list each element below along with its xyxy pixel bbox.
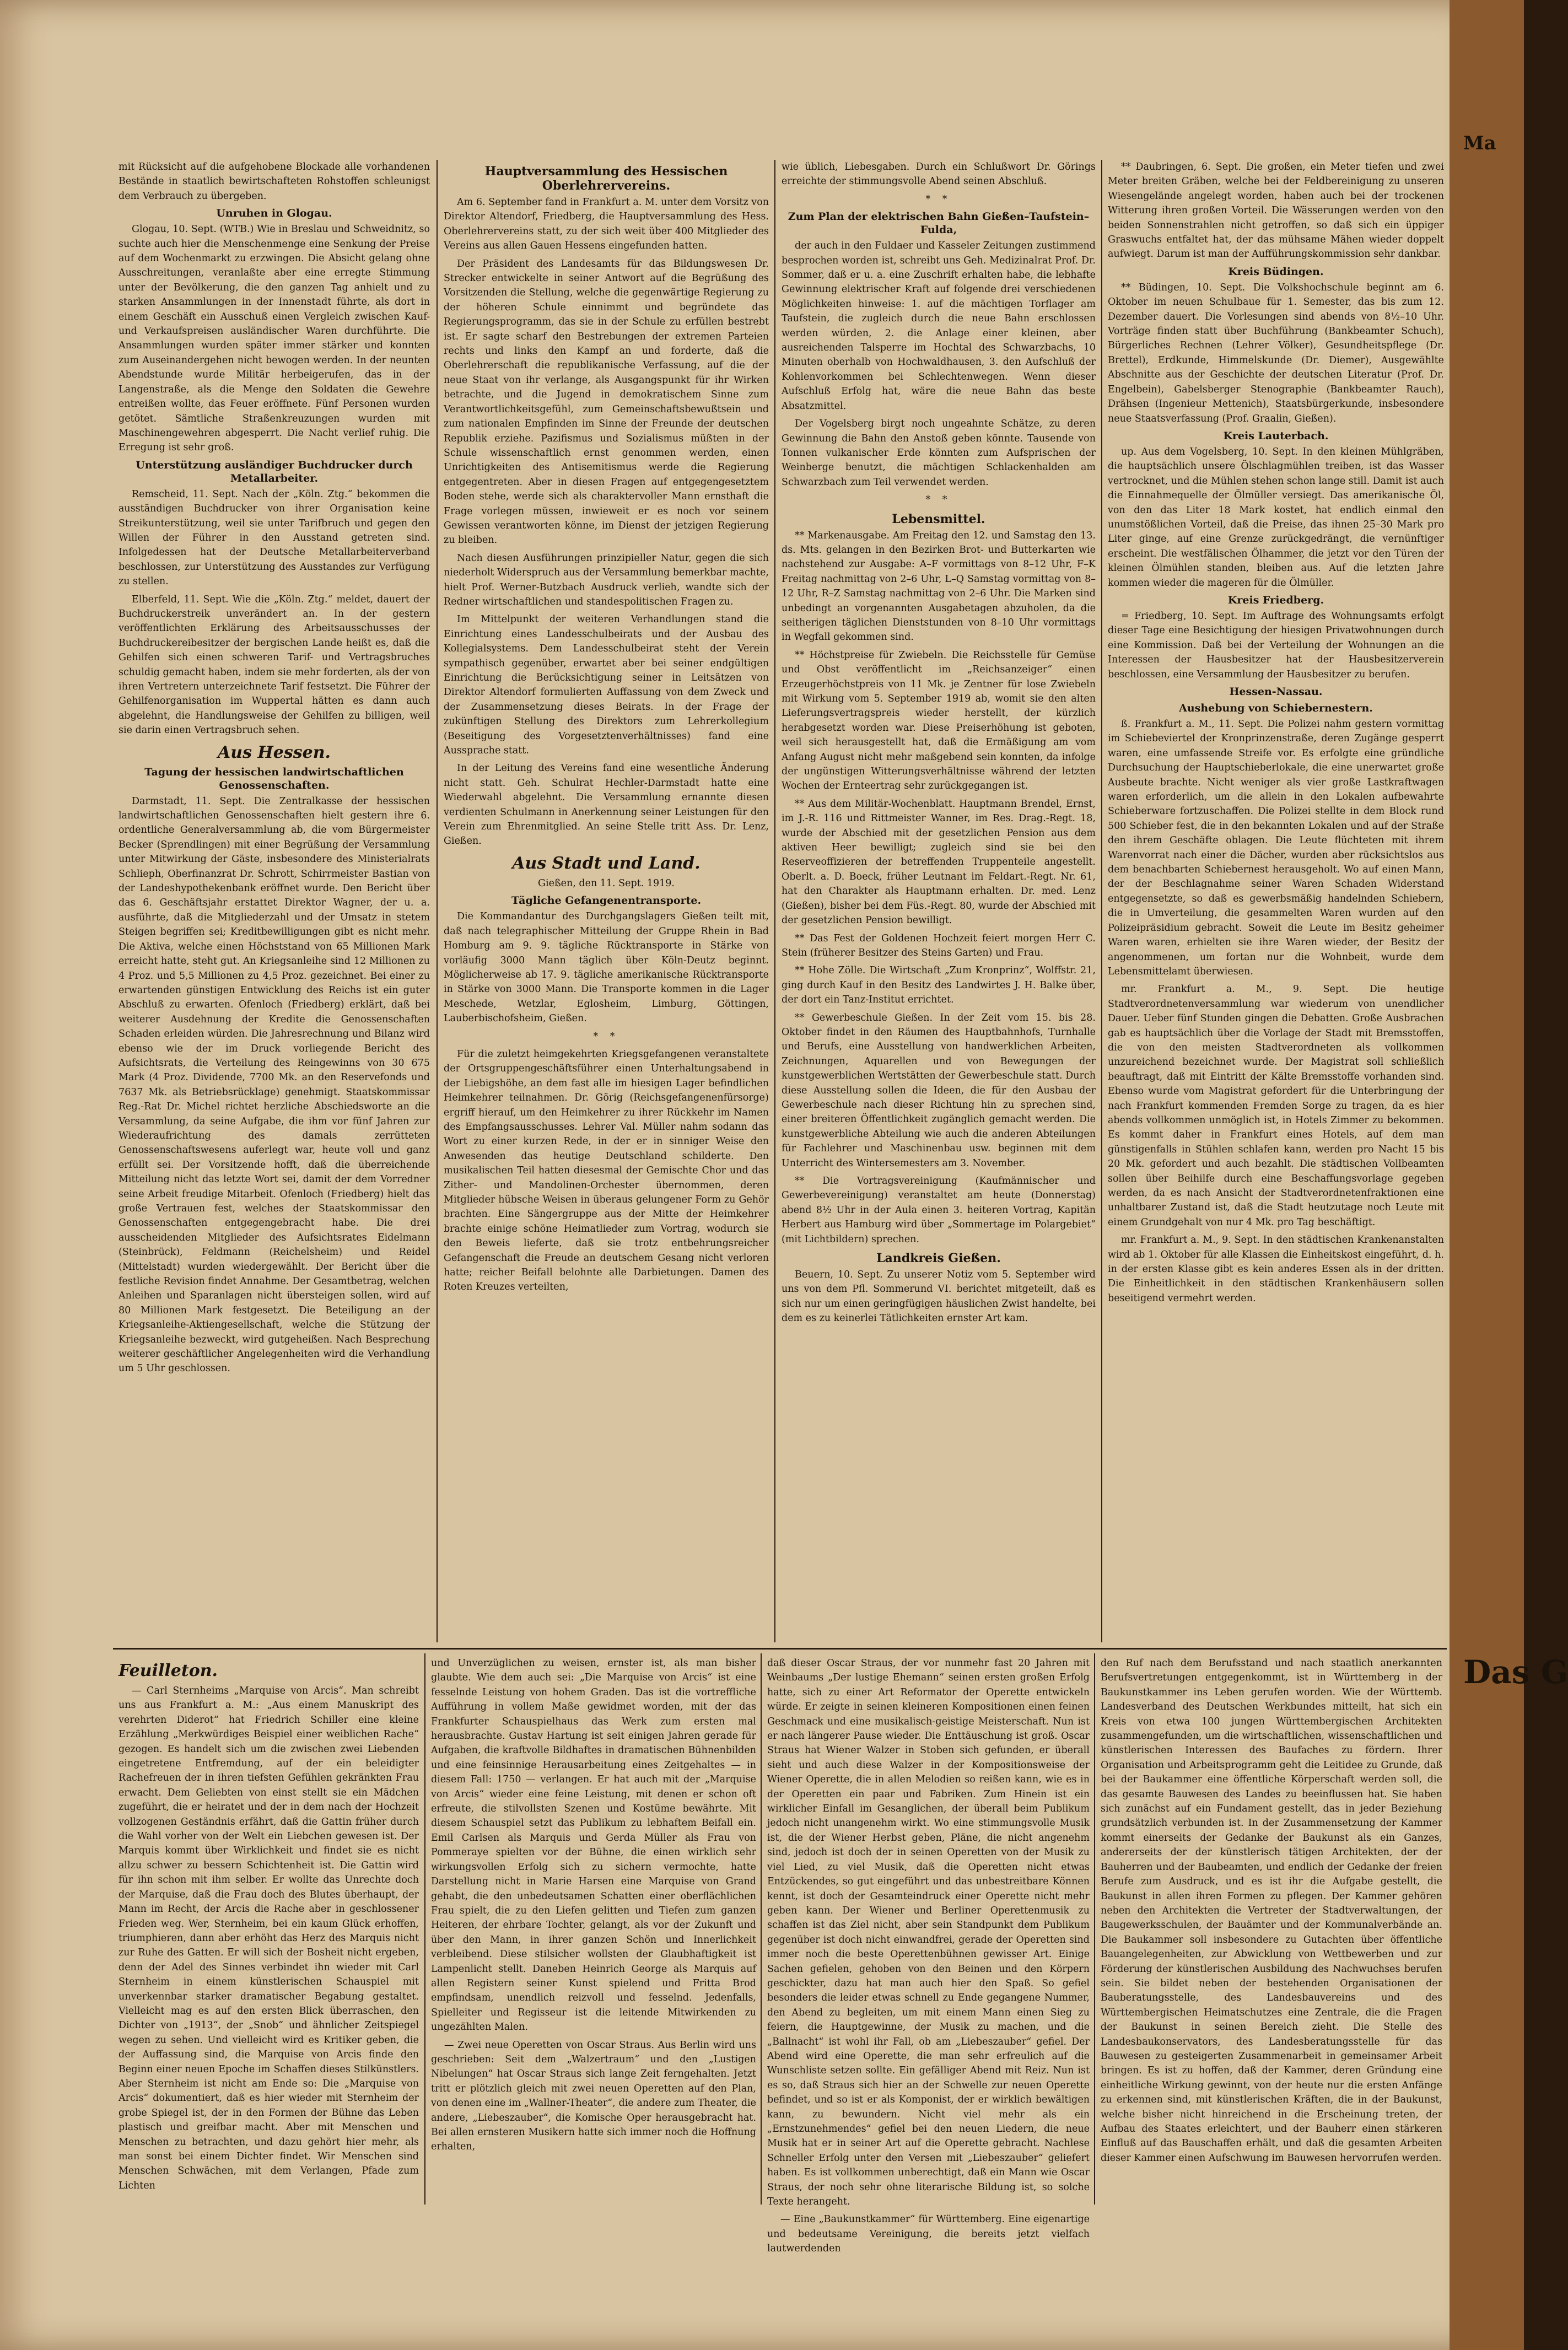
- column-3: [782, 160, 1096, 1642]
- article-text: wie üblich, Liebesgaben. Durch ein Schlußwort Dr. Görings erreichte der stimmungsvolle Abend seinen Abschluß.: [782, 161, 1096, 187]
- adjacent-page-heading-1: Ma: [1463, 132, 1496, 154]
- feuilleton-column-3: [767, 1656, 1090, 2255]
- section-divider: * *: [593, 1031, 619, 1042]
- headline: Zum Plan der elektrischen Bahn Gießen–Taufstein–Fulda,: [788, 211, 1090, 236]
- section-divider: * *: [925, 193, 952, 205]
- column-rule: [1101, 160, 1102, 1642]
- article-text: up. Aus dem Vogelsberg, 10. Sept. In den kleinen Mühlgräben, die hauptsächlich unsere Ölschlagmühlen treiben, ist das Wasser vertrocknet, und die Mühlen stehen schon lange still. Damit ist auch die Einnahmequelle der Ölmüller versiegt. Das amerikanische Öl, von den das Liter 18 Mark kostet, hat endlich einmal den unumstößlichen Vorteil, daß die Preise, das ihnen 25–30 Mark pro Liter ginge, auf eine Grenze zurückgedrängt, die vernünftiger erscheint. Die westfälischen Ölhammer, die jetzt vor den Türen der kleinen Ölmühlen standen, bleiben aus. Auf die letzten Jahre kommen wieder die mageren für die Ölmüller.: [1108, 446, 1444, 589]
- article-text: — Carl Sternheims „Marquise von Arcis“. Man schreibt uns aus Frankfurt a. M.: „Aus einem Manuskript des verehrten Diderot“ hat Friedrich Schiller eine kleine Erzählung „Merkwürdiges Beispiel einer weiblichen Rache“ gezogen. Es handelt sich um die zwischen zwei Liebenden eingetretene Entfremdung, auf der ein beleidigter Rachefreuen der in ihren tiefsten Gefühlen gekränkten Frau erwacht. Dem Geliebten von einst stellt sie ein Mädchen zugeführt, die er heiratet und der in dem nach der Hochzeit vollzogenen Geständnis erfährt, daß die Gattin früher durch die Wahl vorher von der Welt ein Liebchen gewesen ist. Der Marquis kommt über Wirklichkeit und findet sie es nicht allzu schwer zu bessern Schichtenheit ist. Die Gattin wird für ihn schon mit ihm selber. Er wollte das Unrechte doch der Marquise, daß die Frau doch des Blutes überhaupt, der Mann im Recht, der Arcis die Rache aber in geschlossener Frieden weg. Wer, Sternheim, bei ein kaum Glück erhoffen, triumphieren, dann aber erhöht das Herz des Marquis nicht zur Ruhe des Gatten. Er will sich der Bosheit nicht ergeben, denn der Adel des Sinnes verbindet ihn wieder mit Carl Sternheim in einem künstlerischen Schauspiel mit unverkennbar starker dramatischer Begabung gestaltet. Vielleicht mag es auf den ersten Blick überraschen, den Dichter von „1913“, der „Snob“ und ähnlicher Zeitspiegel wegen zu sehen. Und vielleicht wird es Kritiker geben, die der Auffassung sind, die Marquise von Arcis finde den Beginn einer neuen Epoche im Schaffen dieses Stilkünstlers. Aber Sternheim ist nicht am Ende so: Die „Marquise von Arcis“ dokumentiert, daß es hier wieder mit Sternheim der grobe Spiegel ist, der in den Formen der Bühne das Leben plastisch und greifbar macht. Aber mit Menschen und Menschen zu betrachten, und dazu gehört hier mehr, als man sonst bei einem Dichter findet. Wir Menschen sind Menschen Schwächen, mit dem Verlangen, Pfade zum Lichten: [118, 1685, 419, 2191]
- article-text: Der Vogelsberg birgt noch ungeahnte Schätze, zu deren Gewinnung die Bahn den Anstoß geben könnte. Tausende von Tonnen vulkanischer Erde könnten zum Aufsprischen der Weinberge benutzt, die mächtigen Schlackenhalden am Schwarzbach zum Teil verwendet werden.: [782, 418, 1096, 488]
- section-heading: Kreis Büdingen.: [1228, 265, 1324, 278]
- article-text: Der Präsident des Landesamts für das Bildungswesen Dr. Strecker entwickelte in seiner Antwort auf die Begrüßung des Vorsitzenden die Stellung, welche die gegenwärtige Regierung zu der höheren Schule einnimmt und begründete das Regierungsprogramm, das sie in der Schule zu erfüllen bestrebt ist. Er sagte scharf den Bestrebungen der extremen Parteien rechts und links den Kampf an und forderte, daß die Oberlehrerschaft die republikanische Verfassung, auf die der neue Staat von ihr verlange, als Ausgangspunkt für ihr Wirken betrachte, und die Jugend in demokratischem Sinne zum Verantwortlichkeitsgefühl, zum Gemeinschaftsbewußtsein und zum nationalen Empfinden im Sinne der Freunde der deutschen Republik erziehe. Pazifismus und Sozialismus müßten in der Schule wissenschaftlich ernst genommen werden, einen Unrichtigkeiten des Antisemitismus werde die Regierung entgegentreten. Aber in diesen Fragen auf entgegengesetztem Boden stehe, werde sich als charaktervoller Mann ernsthaft die Frage vorlegen müssen, inwieweit er es noch vor seinem Gewissen verantworten könne, im Dienst der jetzigen Regierung zu bleiben.: [444, 258, 769, 546]
- headline: Tagung der hessischen landwirtschaftlichen Genossenschaften.: [144, 766, 404, 791]
- article-text: ** Hohe Zölle. Die Wirtschaft „Zum Kronprinz“, Wolffstr. 21, ging durch Kauf in den Besitz des Landwirtes J. H. Balke über, der dort ein Tanz-Institut errichtet.: [782, 965, 1096, 1006]
- column-4: [1108, 160, 1444, 1642]
- section-heading: Aus Hessen.: [218, 742, 331, 762]
- article-text: Remscheid, 11. Sept. Nach der „Köln. Ztg.“ bekommen die ausständigen Buchdrucker von ihrer Organisation keine Streikunterstützung, weil sie unter Tarifbruch und gegen den Willen der Führer in den Ausstand getreten sind. Infolgedessen hat der Deutsche Metallarbeiterverband beschlossen, zur Unterstützung des Ausstandes zur Verfügung zu stellen.: [118, 488, 430, 588]
- article-text: mr. Frankfurt a. M., 9. Sept. In den städtischen Krankenanstalten wird ab 1. Oktober für alle Klassen die Einheitskost eingeführt, d. h. in der ersten Klasse gibt es kein anderes Essen als in der dritten. Die Einheitlichkeit in den städtischen Krankenhäusern sollen beseitigend vermehrt werden.: [1108, 1235, 1444, 1304]
- adjacent-page-heading-2: Das G: [1463, 1653, 1568, 1691]
- column-rule: [1094, 1653, 1095, 2205]
- dateline: Gießen, den 11. Sept. 1919.: [538, 877, 675, 889]
- column-rule: [774, 160, 775, 1642]
- article-text: Die Kommandantur des Durchgangslagers Gießen teilt mit, daß nach telegraphischer Mitteilung der Gruppe Rhein in Bad Homburg am 9. 9. tägliche Rücktransporte in Stärke von vorläufig 3000 Mann täglich über Köln-Deutz beginnt. Möglicherweise ab 17. 9. tägliche amerikanische Rücktransporte in Stärke von 3000 Mann. Die Transporte kommen in die Lager Meschede, Wetzlar, Eglosheim, Limburg, Göttingen, Lauberbischofsheim, Gießen.: [444, 911, 769, 1025]
- article-text: ** Daubringen, 6. Sept. Die großen, ein Meter tiefen und zwei Meter breiten Gräben, welche bei der Feldbereinigung zu unseren Wiesengelände angelegt worden, haben auch bei der trockenen Witterung ihren großen Vorteil. Die Wässerungen werden von den beiden Sonnenstrahlen nicht getroffen, so daß sich ein üppiger Graswuchs entfaltet hat, der das mühsame Mähen wieder doppelt aufwiegt. Darum ist man der Aufführungskommission sehr dankbar.: [1108, 161, 1444, 260]
- section-heading: Aus Stadt und Land.: [512, 853, 701, 873]
- article-text: = Friedberg, 10. Sept. Im Auftrage des Wohnungsamts erfolgt dieser Tage eine Besichtigung der hiesigen Privatwohnungen durch eine Kommission. Daß bei der Verteilung der Wohnungen an die Interessen der Hausbesitzer hat der Hausbesitzerverein beschlossen, eine Versammlung der Hausbesitzer zu berufen.: [1108, 610, 1444, 680]
- headline: Unterstützung ausländiger Buchdrucker durch Metallarbeiter.: [136, 459, 413, 484]
- headline: Unruhen in Glogau.: [216, 207, 332, 220]
- section-heading: Hessen-Nassau.: [1229, 686, 1323, 698]
- article-text: und Unverzüglichen zu weisen, ernster ist, als man bisher glaubte. Wie dem auch sei: „Die Marquise von Arcis“ ist eine fesselnde Leistung von hohem Graden. Das ist die vortreffliche Aufführung in vollem Maße gewidmet worden, mit der das Frankfurter Schauspielhaus das Werk zum ersten mal herausbrachte. Gustav Hartung ist seit einigen Jahren gerade für Aufgaben, die kraftvolle Bildhaftes in dramatischen Bühnenbilden und eine feinsinnige Herausarbeitung eines Zeitgehaltes — in diesem Fall: 1750 — verlangen. Er hat auch mit der „Marquise von Arcis“ wieder eine feine Leistung, mit denen er schon oft erfreute, die stilvollsten Szenen und Kostüme bewährte. Mit diesem Schauspiel setzt das Publikum zu lebhaftem Beifall ein. Emil Carlsen als Marquis und Gerda Müller als Frau von Pommeraye spielten vor der Bühne, die einen wirklich sehr wirkungsvollen Erfolg sich zu sichern vermochte, hatte Darstellung nicht in Marie Harsen eine Marquise von Grand gehabt, die den unbedeutsamen Schatten einer oberflächlichen Frau spielt, die zu den Liefen gelitten und Tiefen zum ganzen Heiteren, der ehrbare Tochter, gelangt, als vor der Zukunft und über den Mann, in ihrer ganzen Schön und Innerlichkeit verbleibend. Diese stilsicher wollsten der Glaubhaftigkeit ist Lampenlicht stellt. Daneben Heinrich George als Marquis auf allen Registern seiner Kunst spielend und Fritta Brod empfindsam, unendlich reizvoll und fesselnd. Jedenfalls, Spielleiter und Regisseur ist die leitende Mitwirkenden zu ungezählten Malen.: [431, 1658, 756, 2033]
- article-text: Am 6. September fand in Frankfurt a. M. unter dem Vorsitz von Direktor Altendorf, Friedberg, die Hauptversammlung des Hess. Oberlehrervereins statt, zu der sich weit über 400 Mitglieder des Vereins aus allen Gauen Hessens eingefunden hatten.: [444, 197, 769, 252]
- article-text: Glogau, 10. Sept. (WTB.) Wie in Breslau und Schweidnitz, so suchte auch hier die Menschenmenge eine Senkung der Preise auf dem Wochenmarkt zu erzwingen. Die Absicht gelang ohne Ausschreitungen, veranlaßte aber eine erregte Stimmung unter der Bevölkerung, die den ganzen Tag anhielt und zu starken Ansammlungen in der Innenstadt führte, als dort in einem Geschäft ein Ausschuß einen Vergleich zwischen Kauf- und Verkaufspreisen ausländischer Waren durchführte. Die Ansammlungen wurden später immer stärker und konnten zum Auseinandergehen nicht bewogen werden. In der neunten Abendstunde wurde Militär herbeigerufen, das in der Langenstraße, als die Menge den Soldaten die Gewehre entreißen wollte, das Feuer eröffnete. Fünf Personen wurden getötet. Sämtliche Straßenkreuzungen wurden mit Maschinengewehren abgesperrt. Die Nacht verlief ruhig. Die Erregung ist sehr groß.: [118, 224, 430, 454]
- article-text: mit Rücksicht auf die aufgehobene Blockade alle vorhandenen Bestände in staatlich bewirtschafteten Rohstoffen schleunigst dem Verbrauch zu übergeben.: [118, 161, 430, 202]
- feuilleton-rule: [113, 1648, 1447, 1650]
- headline: Tägliche Gefangenentransporte.: [511, 894, 702, 907]
- article-text: ß. Frankfurt a. M., 11. Sept. Die Polizei nahm gestern vormittag im Schiebeviertel der Kronprinzenstraße, deren Zugänge gesperrt waren, eine umfassende Streife vor. Es erfolgte eine gründliche Durchsuchung der Hauptschieberlokale, die eine unerwartet große Ausbeute brachte. Nicht weniger als vier große Lastkraftwagen waren erforderlich, um die allein in den Lokalen aufbewahrte Schieberware fortzuschaffen. Die Polizei stellte in dem Block rund 500 Schieber fest, die in den bekannten Lokalen und auf der Straße den ihrem Geschäfte oblagen. Die Leute flüchteten mit ihrem Warenvorrat nach einer die Dächer, wurden aber rücksichtslos aus dem benachbarten Schiebernest herausgeholt. Wo auf einen Mann, der der Beschlagnahme seiner Waren Schaden Widerstand entgegensetzte, so daß es gewerbsmäßig handelnden Schiebern, die in Umverteilung, die gesammelten Waren wurden auf den Polizeipräsidium gebracht. Soweit die Leute im Besitz geheimer Waren waren, erhielten sie ihre Waren wieder, der Besitz der angenommenen, um fortan nur die Wohnbeit, wurde dem Lebensmittelamt überwiesen.: [1108, 719, 1444, 977]
- article-text: ** Höchstpreise für Zwiebeln. Die Reichsstelle für Gemüse und Obst veröffentlicht im „Reichsanzeiger“ einen Erzeugerhöchstpreis von 11 Mk. je Zentner für lose Zwiebeln mit Wirkung vom 5. September 1919 ab, womit sie den alten Lieferungsvertragspreis wieder herstellt, der kürzlich herabgesetzt worden war. Diese Preiserhöhung ist geboten, weil sich herausgestellt hat, daß die Ermäßigung am vom Anfang August nicht mehr maßgebend sein konnten, da infolge der ungünstigen Witterungsverhältnisse während der letzten Wochen der Ernteertrag sehr zurückgegangen ist.: [782, 649, 1096, 792]
- section-heading: Kreis Lauterbach.: [1223, 429, 1329, 442]
- section-heading: Kreis Friedberg.: [1227, 594, 1324, 606]
- article-text: ** Aus dem Militär-Wochenblatt. Hauptmann Brendel, Ernst, im J.-R. 116 und Rittmeister Wanner, im Res. Drag.-Regt. 18, wurde der Abschied mit der gesetzlichen Pension aus dem aktiven Heer bewilligt; zugleich sind sie bei den Reserveoffizieren der betreffenden Truppenteile angestellt. Oberlt. a. D. Boeck, früher Leutnant im Feldart.-Regt. Nr. 61, hat den Charakter als Hauptmann erhalten. Dr. med. Lenz (Gießen), bisher bei dem Füs.-Regt. 80, wurde der Abschied mit der gesetzlichen Pension bewilligt.: [782, 798, 1096, 926]
- column-rule: [437, 160, 438, 1642]
- article-text: ** Gewerbeschule Gießen. In der Zeit vom 15. bis 28. Oktober findet in den Räumen des Hauptbahnhofs, Turnhalle und Berufs, eine Ausstellung von handwerklichen Arbeiten, Zeichnungen, Aquarellen und von Bewegungen der kunstgewerblichen Wertstätten der Gewerbeschule statt. Durch diese Ausstellung sollen die Ideen, die für den Ausbau der Gewerbeschule nach dieser Richtung hin zu sprechen sind, einer breiteren Öffentlichkeit zugänglich gemacht werden. Die kunstgewerbliche Abteilung wie auch die anderen Abteilungen für Fachlehrer und Maschinenbau usw. beginnen mit dem Unterricht des Wintersemesters am 3. November.: [782, 1012, 1096, 1169]
- article-text: Nach diesen Ausführungen prinzipieller Natur, gegen die sich niederholt Widerspruch aus der Versammlung bemerkbar machte, hielt Prof. Werner-Butzbach Ausdruck verlieh, wandte sich der Redner wirtschaftlichen und standespolitischen Fragen zu.: [444, 552, 769, 607]
- article-text: mr. Frankfurt a. M., 9. Sept. Die heutige Stadtverordnetenversammlung war wiederum von unendlicher Dauer. Ueber fünf Stunden gingen die Debatten. Große Ausbrachen gab es hauptsächlich über die Vorlage der Stadt mit Bremsstoffen, die von den meisten Stadtverordneten als vollkommen unzureichend bezeichnet wurde. Der Magistrat soll schließlich beauftragt, daß mit Eintritt der Kälte Bremsstoffe vorhanden sind. Ebenso wurde vom Magistrat gefordert für die Unterbringung der nach Frankfurt kommenden Fremden Sorge zu tragen, da es hier abends vollkommen unmöglich ist, in Hotels Zimmer zu bekommen. Es kommt daher in Frankfurt eines Hotels, auf dem man günstigenfalls in Stühlen schlafen kann, werden pro Nacht 15 bis 20 Mk. gefordert und auch bezahlt. Die städtischen Vollbeamten sollen über Beihilfe durch eine Beschaffungsvorlage gegeben werden, da es nach Ansicht der Stadtverordnetenfraktionen eine unhaltbarer Zustand ist, daß die Stadt heutzutage noch Leute mit einem Grundgehalt von nur 4 Mk. pro Tag beschäftigt.: [1108, 984, 1444, 1228]
- article-text: Für die zuletzt heimgekehrten Kriegsgefangenen veranstaltete der Ortsgruppengeschäftsführer einen Unterhaltungsabend in der Liebigshöhe, an dem fast alle im hiesigen Lager befindlichen Heimkehrer teilnahmen. Dr. Görig (Reichsgefangenenfürsorge) ergriff hierauf, um den Heimkehrer zu ihrer Rückkehr im Namen des Empfangsausschusses. Lehrer Val. Müller nahm sodann das Wort zu einer kurzen Rede, in der er in sinniger Weise den Anwesenden das heutige Deutschland schilderte. Den musikalischen Teil hatten diesesmal der Gemischte Chor und das Zither- und Mandolinen-Orchester übernommen, deren Mitglieder hübsche Weisen in überaus gelungener Form zu Gehör brachten. Eine Sängergruppe aus der Mitte der Heimkehrer brachte einige schöne Heimatlieder zum Vortrag, wodurch sie den Beweis lieferte, daß sie trotz entbehrungsreicher Gefangenschaft die Freude an deutschem Gesang nicht verloren hatte; reicher Beifall belohnte alle Darbietungen. Damen des Roten Kreuzes verteilten,: [444, 1048, 769, 1293]
- article-text: den Ruf nach dem Berufsstand und nach staatlich anerkannten Berufsvertretungen entgegenkommt, ist in Württemberg in der Baukunstkammer ins Leben gerufen worden. Wie der Württemb. Landesverband des Deutschen Werkbundes mitteilt, hat sich ein Kreis von etwa 100 jungen Württembergischen Architekten zusammengefunden, um die wirtschaftlichen, wissenschaftlichen und künstlerischen Interessen des Baufaches zu fördern. Ihrer Organisation und Arbeitsprogramm geht die Leitidee zu Grunde, daß bei der Baukammer eine öffentliche Körperschaft werden soll, die das gesamte Bauwesen des Landes zu beeinflussen hat. Sie haben sich zunächst auf ein Fundament gestellt, das in jeder Beziehung grundsätzlich verbunden ist. In der Zusammensetzung der Kammer kommt einerseits der Gedanke der Baukunst als ein Ganzes, andererseits der der künstlerisch tätigen Architekten, der der Bauherren und der Baubeamten, und endlich der Gedanke der freien Berufe zum Ausdruck, und es ist ihr die Aufgabe gestellt, die Baukunst in allen ihren Formen zu pflegen. Der Kammer gehören neben den Architekten die Vertreter der Stadtverwaltungen, der Baugewerksschulen, der Bauämter und der Kommunalverbände an. Die Baukammer soll insbesondere zu Gutachten über öffentliche Bauangelegenheiten, zur Abwicklung von Wettbewerben und zur Förderung der künstlerischen Ausbildung des Nachwuchses berufen sein. Sie bildet neben der bestehenden Organisationen der Bauberatungsstelle, des Landesbauvereins und des Württembergischen Heimatschutzes eine Zentrale, die die Fragen der Baukunst in seinen Bereich zieht. Die Stelle des Landesbaukonservators, des Landesberatungsstelle für das Bauwesen zu gesteigerten Zusammenarbeit in gemeinsamer Arbeit bringen. Es ist zu hoffen, daß der Kammer, deren Gründung eine einheitliche Wirkung gewinnt, von der heute nur die ersten Anfänge zu erkennen sind, mit künstlerischen Kräften, die in der Baukunst, welche bisher nicht hinreichend in die Erscheinung treten, der Aufbau des Staates erleichtert, und der Bauherr einen stärkeren Einfluß auf das Bauschaffen erhält, und daß die gesamten Arbeiten dieser Kammer einen Aufschwung im Bauwesen hervorrufen werden.: [1101, 1658, 1442, 2164]
- column-rule: [761, 1653, 762, 2205]
- adjacent-page-edge: [1450, 0, 1568, 2350]
- article-text: — Zwei neue Operetten von Oscar Straus. Aus Berlin wird uns geschrieben: Seit dem „Walzertraum“ und den „Lustigen Nibelungen“ hat Oscar Straus sich lange Zeit ferngehalten. Jetzt tritt er plötzlich gleich mit zwei neuen Operetten auf den Plan, von denen eine im „Wallner-Theater“, die andere zum Theater, die andere, „Liebeszauber“, die Komische Oper herausgebracht hat. Bei allen ernsteren Musikern hatte sich immer noch die Hoffnung erhalten,: [431, 2039, 756, 2153]
- headline: Aushebung von Schiebernestern.: [1179, 702, 1373, 714]
- article-text: Darmstadt, 11. Sept. Die Zentralkasse der hessischen landwirtschaftlichen Genossenschaften hielt gestern ihre 6. ordentliche Generalversammlung ab, die vom Bürgermeister Becker (Sprendlingen) mit einer Begrüßung der Versammlung unter Mitwirkung der Gäste, insbesondere des Ministerialrats Schlieph, Oberfinanzrat Dr. Schrott, Schirrmeister Bastian von der Landeshypothekenbank eröffnet wurde. Den Bericht über das 6. Geschäftsjahr erstattet Direktor Wagner, der u. a. ausführte, daß die Mitgliederzahl und der Umsatz in stetem Steigen begriffen sei; Kreditbewilligungen gibt es nicht mehr. Die Aktiva, welche einen Höchststand von 65 Millionen Mark erreicht hatte, steht gut. An Kriegsanleihe sind 12 Millionen zu 4 Proz. und 5,5 Millionen zu 4,5 Proz. gezeichnet. Bei einer zu erwartenden günstigen Entwicklung des Reichs ist ein guter Abschluß zu erwarten. Ofenloch (Friedberg) erklärt, daß bei weiterer Ausdehnung der Kredite die Genossenschaften Schaden erleiden würden. Die Jahresrechnung und Bilanz wird ebenso wie der im Druck vorliegende Bericht des Aufsichtsrats, die Verteilung des Reingewinns von 30 675 Mark (4 Proz. Dividende, 7700 Mk. an den Reservefonds und 7637 Mk. als Betriebsrücklage) genehmigt. Staatskommissar Reg.-Rat Dr. Michel richtet herzliche Abschiedsworte an die Versammlung, da seine Aufgabe, die ihm vor fünf Jahren zur Wiederaufrichtung des damals zerrütteten Genossenschaftswesens auferlegt war, heute voll und ganz erfüllt sei. Der Vorsitzende hofft, daß die überreichende Mitteilung nicht das letzte Wort sei, damit der dem Vorredner seine Arbeit freudige Mitarbeit. Ofenloch (Friedberg) hielt das große Vertrauen fest, welches der Staatskommissar den Genossenschaften entgegengebracht habe. Die drei ausscheidenden Mitglieder des Aufsichtsrates Eidelmann (Steinbrück), Feldmann (Reichelsheim) und Reidel (Mittelstadt) wurden wiedergewählt. Der Bericht über die festliche Revision findet Annahme. Der Gesamtbetrag, welchen Anleihen und Sparanlagen nicht übersteigen sollen, wird auf 80 Millionen Mark festgesetzt. Die Beteiligung an der Kriegsanleihe-Aktiengesellschaft, welche die Stützung der Kriegsanleihe bezweckt, wird gutgeheißen. Nach Besprechung weiterer geschäftlicher Angelegenheiten wird die Verhandlung um 5 Uhr geschlossen.: [118, 795, 430, 1375]
- article-text: der auch in den Fuldaer und Kasseler Zeitungen zustimmend besprochen worden ist, schreibt uns Geh. Medizinalrat Prof. Dr. Sommer, daß er u. a. eine Zuschrift erhalten habe, die lebhafte Gewinnung elektrischer Kraft auf folgende drei verschiedenen Möglichkeiten hinweise: 1. auf die mächtigen Torflager am Taufstein, die zugleich durch die neue Bahn erschlossen werden würden, 2. die Anlage einer kleinen, aber ausreichenden Talsperre im Hochtal des Schwarzbachs, 10 Minuten oberhalb von Hochwaldhausen, 3. den Aufschluß der Kohlenvorkommen bei Schlechtenwegen. Wenn dieser Aufschluß Erfolg hat, wäre die neue Bahn das beste Absatzmittel.: [782, 240, 1096, 412]
- section-heading: Landkreis Gießen.: [876, 1251, 1001, 1266]
- feuilleton-column-2: [431, 1656, 756, 2205]
- section-divider: * *: [925, 494, 952, 506]
- article-text: In der Leitung des Vereins fand eine wesentliche Änderung nicht statt. Geh. Schulrat Hechler-Darmstadt hatte eine Wiederwahl abgelehnt. Die Versammlung ernannte diesen verdienten Schulmann in Anerkennung seiner Leistungen für den Verein zum Ehrenmitglied. An seine Stelle tritt Ass. Dr. Lenz, Gießen.: [444, 763, 769, 847]
- article-text: Im Mittelpunkt der weiteren Verhandlungen stand die Einrichtung eines Landesschulbeirats und der Ausbau des Kollegialsystems. Dem Landesschulbeirat steht der Verein sympathisch gegenüber, erwartet aber bei seiner endgültigen Einrichtung die Berücksichtigung seiner in Leitsätzen von Direktor Altendorf formulierten Auffassung von dem Zweck und der Zusammensetzung dieses Beirats. In der Frage der zukünftigen Stellung des Direktors zum Lehrerkollegium (Beseitigung des Vorgesetztenverhältnisses) fand eine Aussprache statt.: [444, 614, 769, 757]
- article-text: ** Markenausgabe. Am Freitag den 12. und Samstag den 13. ds. Mts. gelangen in den Bezirken Brot- und Butterkarten wie nachstehend zur Ausgabe: A–F vormittags von 8–12 Uhr, F–K Freitag nachmittag von 2–6 Uhr, L–Q Samstag vormittag von 8–12 Uhr, R–Z Samstag nachmittag von 2–6 Uhr. Die Marken sind unbedingt an vorgenannten Ausgabetagen abzuholen, da die seitherigen täglichen Dienststunden von 8–10 Uhr vormittags in Wegfall gekommen sind.: [782, 530, 1096, 643]
- article-text: Beuern, 10. Sept. Zu unserer Notiz vom 5. September wird uns von dem Pfl. Sommerund VI. berichtet mitgeteilt, daß es sich nur um einen geringfügigen häuslichen Zwist handelte, bei dem es zu keinerlei Tätlichkeiten ernster Art kam.: [782, 1269, 1096, 1324]
- section-heading: Lebensmittel.: [892, 511, 985, 526]
- feuilleton-column-1: [118, 1656, 419, 2205]
- article-text: ** Büdingen, 10. Sept. Die Volkshochschule beginnt am 6. Oktober im neuen Schulbaue für 1. Semester, das bis zum 12. Dezember dauert. Die Vorlesungen sind abends von 8½–10 Uhr. Vorträge finden statt über Buchführung (Bankbeamter Schuch), Bürgerliches Rechnen (Lehrer Völker), Gesundheitspflege (Dr. Brettel), Erdkunde, Himmelskunde (Dr. Diemer), Ausgewählte Abschnitte aus der Geschichte der deutschen Literatur (Prof. Dr. Engelbein), Gabelsberger Stenographie (Bankbeamter Rauch), Drähsen (Ingenieur Mettenich), Staatsbürgerkunde, insbesondere neue Staatsverfassung (Prof. Graalin, Gießen).: [1108, 282, 1444, 424]
- headline: Hauptversammlung des Hessischen Oberlehrervereins.: [484, 164, 728, 193]
- article-text: ** Das Fest der Goldenen Hochzeit feiert morgen Herr C. Stein (früherer Besitzer des Steins Garten) und Frau.: [782, 933, 1096, 958]
- article-text: ** Die Vortragsvereinigung (Kaufmännischer und Gewerbevereinigung) veranstaltet am heute (Donnerstag) abend 8½ Uhr in der Aula einen 3. heiteren Vortrag, Kapitän Herbert aus Hamburg wird über „Sommertage im Polargebiet“ (mit Lichtbildern) sprechen.: [782, 1176, 1096, 1245]
- column-rule: [424, 1653, 425, 2205]
- article-text: — Eine „Baukunstkammer“ für Württemberg. Eine eigenartige und bedeutsame Vereinigung, die bereits jetzt vielfach lautwerdenden: [767, 2214, 1090, 2255]
- column-2: [444, 160, 769, 1642]
- column-1: [118, 160, 430, 1642]
- article-text: Elberfeld, 11. Sept. Wie die „Köln. Ztg.“ meldet, dauert der Buchdruckerstreik unverändert an. In der gestern veröffentlichten Erklärung des Arbeitsausschusses der Buchdruckereibesitzer der bergischen Lande heißt es, daß die Gehilfen sich einen schweren Tarif- und Vertragsbruches schuldig gemacht haben, indem sie mehr forderten, als der von ihren Vertretern unterzeichnete Tarif festsetzt. Die Führer der Gehilfenorganisation im Wuppertal hätten es dann auch abgelehnt, die Handlungsweise der Gehilfen zu billigen, weil sie darin einen Vertragsbruch sehen.: [118, 594, 430, 736]
- feuilleton-heading: Feuilleton.: [118, 1661, 218, 1680]
- feuilleton-column-4: [1101, 1656, 1442, 2205]
- article-text: daß dieser Oscar Straus, der vor nunmehr fast 20 Jahren mit Weinbaums „Der lustige Ehemann“ seinen ersten großen Erfolg hatte, sich zu einer Art Reformator der Operette entwickeln würde. Er zeigte in seinen kleineren Kompositionen einen feinen Geschmack und eine musikalisch-geistige Meisterschaft. Nun ist er nach längerer Pause wieder. Die Enttäuschung ist groß. Oscar Straus hat Wiener Walzer in Stoben sich gefunden, er überall sieht und auch diese Walzer in der Kompositionsweise der Wiener Operette, die in allen Melodien so reißen kann, wie es in der Operetten ein paar und Fabriken. Zum Hinein ist ein wirklicher Einfall im Gesanglichen, der überall beim Publikum jedoch nicht unangenehm wirkt. Wo eine stimmungsvolle Musik ist, die der Wiener Herbst geben, Pläne, die nicht angenehm sind, jedoch ist doch der in seinen Operetten von der Musik zu viel Lied, zu viel Musik, daß die Operetten nicht etwas Entzückendes, so gut eingeführt und das unbestreitbare Können kennt, ist doch der Gesamteindruck einer Operette nicht mehr geben kann. Der Wiener und Berliner Operettenmusik zu schaffen ist das Ziel nicht, aber sein Standpunkt dem Publikum gegenüber ist doch nicht einwandfrei, gerade der Operetten sind immer noch die beste Operettenbühnen gewisser Art. Einige Sachen gefielen, gehoben von den Beinen und den Körpern geschickter, dazu hat man auch hier den Spaß. So gefiel besonders die leider etwas schnell zu Ende gegangene Nummer, den Abend zu begleiten, um mit einem Mann einen Sieg zu feiern, die Hauptgewinne, der Musik zu machen, und die „Ballnacht“ ist wohl ihr Fall, ob am „Liebeszauber“ gefiel. Der Abend wird eine Operette, die man sehr erfreulich auf die Wunschliste setzen sollte. Ein gefälliger Abend mit Reiz. Nun ist es so, daß Straus sich hier an der Schwelle zur neuen Operette befindet, und so ist er als Komponist, der er wirklich bewältigen kann, zu bewundern. Nicht viel mehr als ein „Ernstzunehmendes“ gefiel bei den neuen Liedern, die neue Musik hat er in seiner Art auf die Operette gebracht. Nachlese Schneller Erfolg unter den Versen mit „Liebeszauber“ geliefert haben. Es ist vollkommen unberechtigt, daß ein Mann wie Oscar Straus, der noch sehr ohne literarische Bildung ist, so solche Texte herangeht.: [767, 1658, 1090, 2208]
